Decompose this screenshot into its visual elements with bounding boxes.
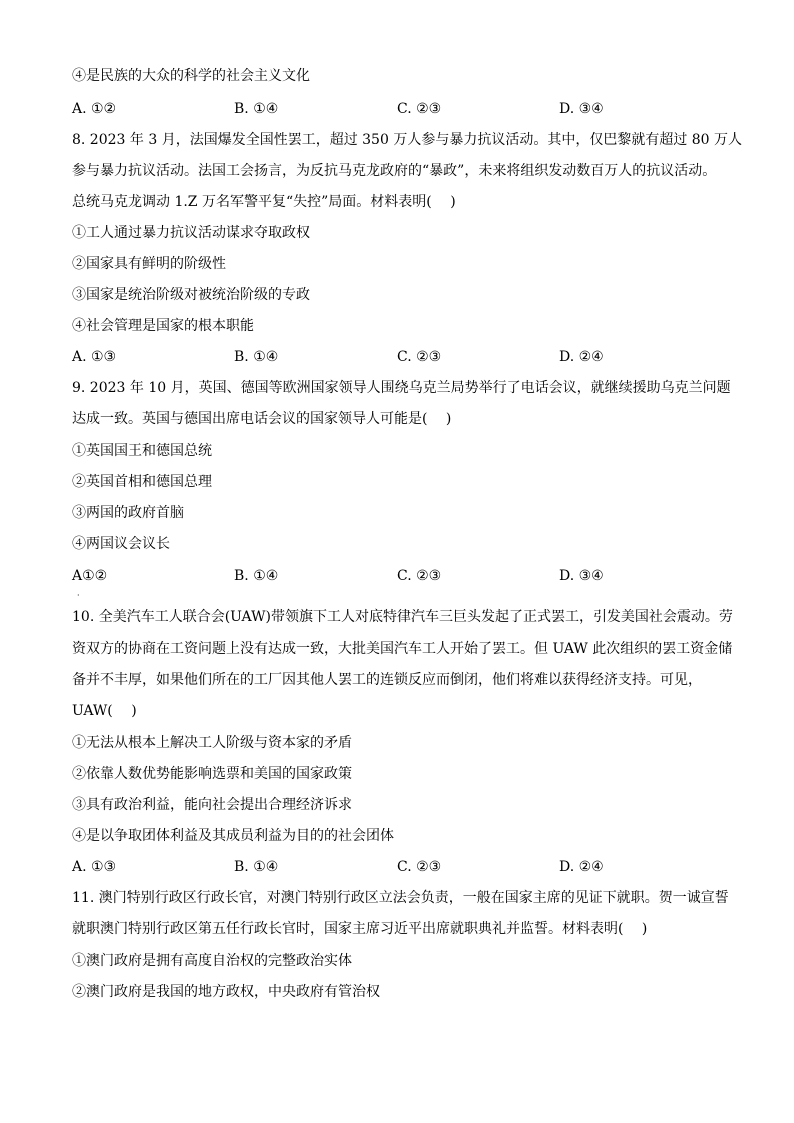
- q11-statement-1: ①澳门政府是拥有高度自治权的完整政治实体: [72, 953, 352, 969]
- q10-option-d: D. ②④: [559, 859, 604, 875]
- q7-option-a: A. ①②: [72, 101, 117, 117]
- q10-option-c: C. ②③: [397, 859, 442, 875]
- q10-option-a: A. ①③: [72, 859, 117, 875]
- q7-options: [72, 100, 722, 118]
- q11-statement-2: ②澳门政府是我国的地方政权，中央政府有管治权: [72, 984, 380, 1000]
- q9-option-d: D. ③④: [559, 568, 604, 584]
- q9-statement-4: ④两国议会议长: [72, 536, 170, 552]
- q9-statement-1: ①英国国王和德国总统: [72, 443, 212, 459]
- q9-options: [72, 567, 722, 585]
- q8-stem-line-1: 8. 2023 年 3 月，法国爆发全国性罢工，超过 350 万人参与暴力抗议活动。其中，仅巴黎就有超过 80 万人: [72, 132, 743, 148]
- q9-stem-line-2: 达成一致。英国与德国出席电话会议的国家领导人可能是( ): [72, 411, 452, 427]
- q9-stem-line-1: 9. 2023 年 10 月，英国、德国等欧洲国家领导人围绕乌克兰局势举行了电话会议，就继续援助乌克兰问题: [72, 380, 731, 396]
- q10-options: [72, 858, 722, 876]
- q9-option-a: A①②: [72, 568, 108, 584]
- q8-option-a: A. ①③: [72, 349, 117, 365]
- q8-option-b: B. ①④: [234, 349, 279, 365]
- q7-statement-4: ④是民族的大众的科学的社会主义文化: [72, 68, 310, 84]
- q10-statement-3: ③具有政治利益，能向社会提出合理经济诉求: [72, 797, 352, 813]
- q10-stem-line-3: 备并不丰厚，如果他们所在的工厂因其他人罢工的连锁反应而倒闭，他们将难以获得经济支持。可见，: [72, 672, 702, 688]
- q8-statement-3: ③国家是统治阶级对被统治阶级的专政: [72, 287, 310, 303]
- q8-option-d: D. ②④: [559, 349, 604, 365]
- q8-statement-2: ②国家具有鲜明的阶级性: [72, 256, 226, 272]
- q10-statement-2: ②依靠人数优势能影响选票和美国的国家政策: [72, 766, 352, 782]
- q10-stem-line-4: UAW( ): [72, 703, 137, 719]
- q10-statement-4: ④是以争取团体利益及其成员利益为目的的社会团体: [72, 828, 394, 844]
- q8-stem-line-3: 总统马克龙调动 1.Z 万名军警平复“失控”局面。材料表明( ): [72, 194, 456, 210]
- q11-stem-line-1: 11. 澳门特别行政区行政长官，对澳门特别行政区立法会负责，一般在国家主席的见证下就职。贺一诚宣誓: [72, 890, 729, 906]
- q8-statement-4: ④社会管理是国家的根本职能: [72, 318, 254, 334]
- q10-statement-1: ①无法从根本上解决工人阶级与资本家的矛盾: [72, 735, 352, 751]
- q9-option-c: C. ②③: [397, 568, 442, 584]
- q8-stem-line-2: 参与暴力抗议活动。法国工会扬言，为反抗马克龙政府的“暴政”，未来将组织发动数百万人的抗议活动。: [72, 163, 717, 179]
- q10-stem-line-1: 10. 全美汽车工人联合会(UAW)带领旗下工人对底特律汽车三巨头发起了正式罢工，引发美国社会震动。劳: [72, 609, 733, 625]
- q7-option-d: D. ③④: [559, 101, 604, 117]
- q9-statement-2: ②英国首相和德国总理: [72, 474, 212, 490]
- q11-stem-line-2: 就职澳门特别行政区第五任行政长官时，国家主席习近平出席就职典礼并监誓。材料表明( ): [72, 921, 648, 937]
- q7-option-b: B. ①④: [234, 101, 279, 117]
- stray-dot-mark: ·: [77, 591, 80, 600]
- q9-statement-3: ③两国的政府首脑: [72, 505, 184, 521]
- q10-stem-line-2: 资双方的协商在工资问题上没有达成一致，大批美国汽车工人开始了罢工。但 UAW 此次组织的罢工资金储: [72, 641, 733, 657]
- q8-options: [72, 348, 722, 366]
- q8-statement-1: ①工人通过暴力抗议活动谋求夺取政权: [72, 225, 310, 241]
- q10-option-b: B. ①④: [234, 859, 279, 875]
- q9-option-b: B. ①④: [234, 568, 279, 584]
- q7-option-c: C. ②③: [397, 101, 442, 117]
- q8-option-c: C. ②③: [397, 349, 442, 365]
